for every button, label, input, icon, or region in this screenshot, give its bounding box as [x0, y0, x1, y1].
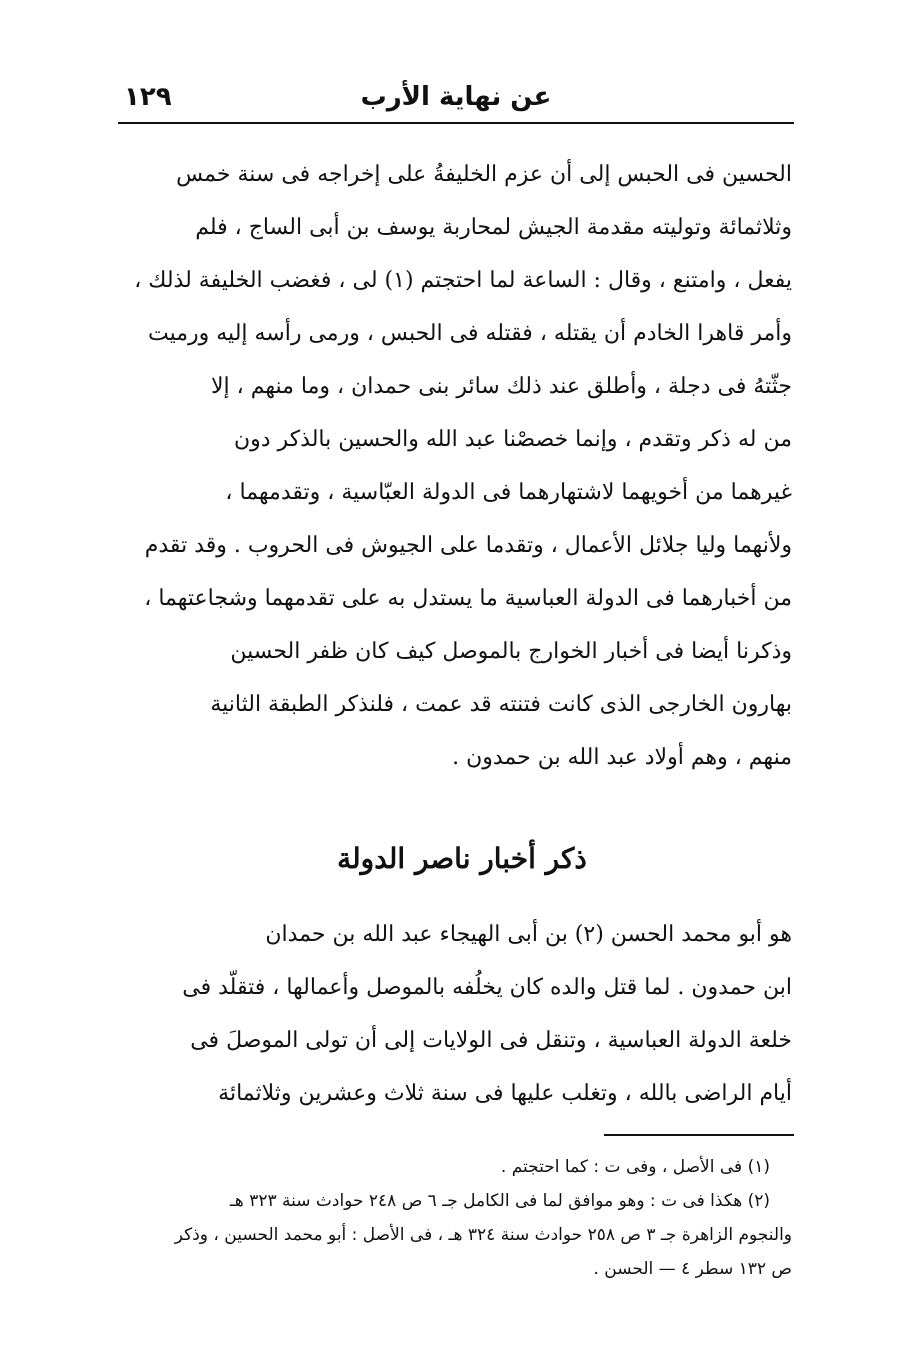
- footnote-1: (١) فى الأصل ، وفى ت : كما احتجتم .: [500, 1157, 770, 1177]
- footnotes: [132, 1150, 792, 1286]
- body-line: يفعل ، وامتنع ، وقال : الساعة لما احتجتم (١) لى ، فغضب الخليفة لذلك ،: [134, 268, 792, 293]
- page-number: ١٢٩: [124, 82, 172, 112]
- body-line: وأمر قاهرا الخادم أن يقتله ، فقتله فى الحبس ، ورمى رأسه إليه ورميت: [148, 321, 792, 346]
- body-line: ولأنهما وليا جلائل الأعمال ، وتقدما على الجيوش فى الحروب . وقد تقدم: [144, 533, 792, 558]
- body-line: من له ذكر وتقدم ، وإنما خصصْنا عبد الله والحسين بالذكر دون: [233, 427, 792, 452]
- footnote-2-continued: والنجوم الزاهرة جـ ٣ ص ٢٥٨ حوادث سنة ٣٢٤ هـ ، فى الأصل : أبو محمد الحسين ، وذكر: [174, 1225, 792, 1245]
- section-heading: ذكر أخبار ناصر الدولة: [337, 842, 587, 875]
- body-line: بهارون الخارجى الذى كانت فتنته قد عمت ، فلنذكر الطبقة الثانية: [210, 692, 792, 717]
- body-line: غيرهما من أخويهما لاشتهارهما فى الدولة العبّاسية ، وتقدمهما ،: [225, 480, 792, 505]
- body-line: وثلاثمائة وتوليته مقدمة الجيش لمحاربة يوسف بن أبى الساج ، فلم: [195, 215, 792, 240]
- header-rule: [118, 122, 794, 124]
- running-title: عن نهاية الأرب: [360, 82, 552, 112]
- section-line: هو أبو محمد الحسن (٢) بن أبى الهيجاء عبد الله بن حمدان: [265, 922, 792, 947]
- footnote-2-continued: ص ١٣٢ سطر ٤ — الحسن .: [593, 1259, 792, 1279]
- body-paragraph: [132, 148, 792, 784]
- section-line: خلعة الدولة العباسية ، وتنقل فى الولايات إلى أن تولى الموصلَ فى: [190, 1028, 792, 1053]
- section-paragraph: [132, 908, 792, 1120]
- running-header: [118, 78, 794, 116]
- footnote-2: (٢) هكذا فى ت : وهو موافق لما فى الكامل جـ ٦ ص ٢٤٨ حوادث سنة ٣٢٣ هـ: [229, 1191, 770, 1211]
- body-line: وذكرنا أيضا فى أخبار الخوارج بالموصل كيف كان ظفر الحسين: [230, 639, 792, 664]
- body-line: جثّتهُ فى دجلة ، وأطلق عند ذلك سائر بنى حمدان ، وما منهم ، إلا: [210, 374, 792, 399]
- footnote-rule: [604, 1134, 794, 1136]
- section-line: ابن حمدون . لما قتل والده كان يخلُفه بالموصل وأعمالها ، فتقلّد فى: [182, 975, 792, 1000]
- body-line: الحسين فى الحبس إلى أن عزم الخليفةُ على إخراجه فى سنة خمس: [176, 162, 792, 187]
- body-line: من أخبارهما فى الدولة العباسية ما يستدل به على تقدمهما وشجاعتهما ،: [144, 586, 792, 611]
- section-line: أيام الراضى بالله ، وتغلب عليها فى سنة ثلاث وعشرين وثلاثمائة: [218, 1081, 792, 1106]
- body-line: منهم ، وهم أولاد عبد الله بن حمدون .: [452, 745, 792, 770]
